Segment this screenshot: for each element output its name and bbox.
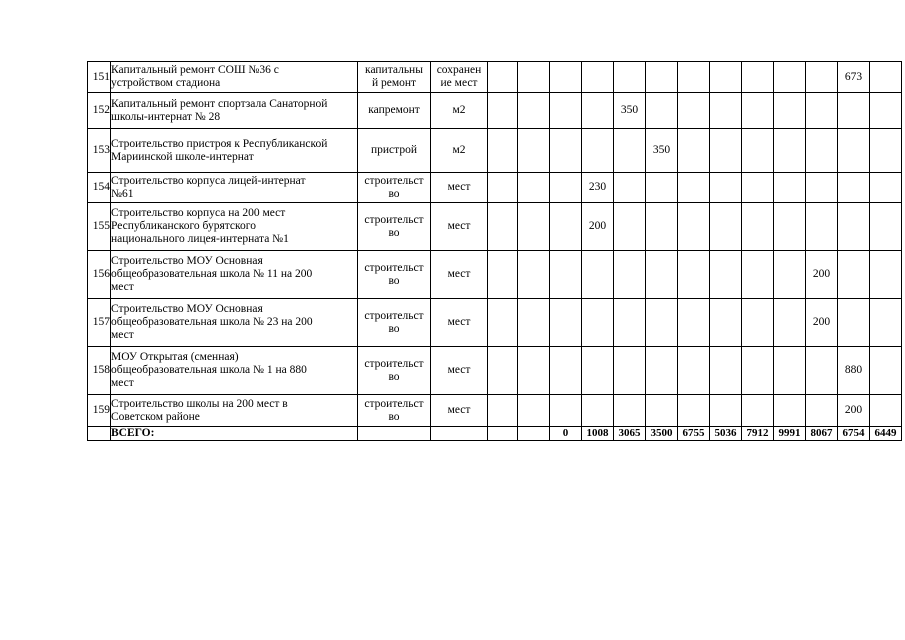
work-type-line: строительст xyxy=(364,213,424,226)
value-cell xyxy=(678,62,710,93)
object-name-line: мест xyxy=(111,281,134,293)
object-name-line: Строительство корпуса на 200 мест xyxy=(111,207,286,219)
total-value: 6754 xyxy=(838,427,870,441)
value-cell xyxy=(742,299,774,347)
unit-of-measure xyxy=(431,299,488,347)
value-cell xyxy=(518,93,550,129)
value-cell xyxy=(742,62,774,93)
unit-of-measure xyxy=(431,203,488,251)
value-cell xyxy=(870,251,902,299)
unit-of-measure xyxy=(431,173,488,203)
value-cell xyxy=(678,173,710,203)
total-value: 9991 xyxy=(774,427,806,441)
object-name-line: Капитальный ремонт СОШ №36 с xyxy=(111,64,279,76)
unit-of-measure xyxy=(431,395,488,427)
value-cell xyxy=(646,251,678,299)
object-name-line: Капитальный ремонт спортзала Санаторной xyxy=(111,97,328,110)
work-type-line: во xyxy=(388,370,400,383)
unit-of-measure-line: мест xyxy=(447,316,471,328)
object-name-line: Строительство пристроя к Республиканской xyxy=(111,137,328,150)
value-cell xyxy=(614,129,646,173)
object-name-line: Республиканского бурятского xyxy=(111,220,256,232)
total-value: 7912 xyxy=(742,427,774,441)
value-cell xyxy=(550,347,582,395)
value-cell xyxy=(870,62,902,93)
unit-of-measure-line: мест xyxy=(447,220,471,232)
value-cell xyxy=(550,203,582,251)
object-name xyxy=(111,62,358,93)
value-cell xyxy=(742,347,774,395)
row-number: 155 xyxy=(88,203,111,251)
value-cell xyxy=(774,395,806,427)
table-row xyxy=(88,129,902,173)
value-cell xyxy=(774,93,806,129)
object-name-line: Мариинской школе-интернат xyxy=(111,150,254,163)
value-cell: 200 xyxy=(806,299,838,347)
object-name xyxy=(111,129,358,173)
value-cell xyxy=(742,173,774,203)
object-name-line: общеобразовательная школа № 1 на 880 xyxy=(111,364,307,376)
value-cell xyxy=(742,93,774,129)
value-cell xyxy=(870,203,902,251)
object-name-line: Строительство МОУ Основная xyxy=(111,303,263,315)
value-cell xyxy=(870,395,902,427)
value-cell xyxy=(518,347,550,395)
work-type xyxy=(358,93,431,129)
value-cell xyxy=(550,62,582,93)
total-value: 5036 xyxy=(710,427,742,441)
work-type-line: й ремонт xyxy=(371,77,417,89)
object-name-line: устройством стадиона xyxy=(111,77,221,89)
object-name xyxy=(111,395,358,427)
unit-of-measure-line: м2 xyxy=(452,104,466,116)
value-cell xyxy=(678,395,710,427)
object-name xyxy=(111,93,358,129)
value-cell xyxy=(678,299,710,347)
value-cell xyxy=(518,395,550,427)
value-cell xyxy=(646,347,678,395)
total-value: 1008 xyxy=(582,427,614,441)
object-name-line: Строительство корпуса лицей-интернат xyxy=(111,174,306,187)
value-cell xyxy=(614,251,646,299)
unit-of-measure-line: мест xyxy=(447,181,471,193)
unit-of-measure xyxy=(431,129,488,173)
value-cell xyxy=(550,173,582,203)
unit-of-measure-line: мест xyxy=(447,268,471,280)
value-cell xyxy=(806,129,838,173)
value-cell xyxy=(870,93,902,129)
unit-of-measure xyxy=(431,62,488,93)
object-name-line: Советском районе xyxy=(111,410,200,423)
value-cell xyxy=(710,93,742,129)
investment-table xyxy=(87,61,902,441)
row-number: 156 xyxy=(88,251,111,299)
value-cell xyxy=(614,299,646,347)
row-number: 157 xyxy=(88,299,111,347)
value-cell xyxy=(646,395,678,427)
value-cell xyxy=(838,173,870,203)
value-cell: 200 xyxy=(838,395,870,427)
table-row xyxy=(88,299,902,347)
value-cell: 200 xyxy=(582,203,614,251)
value-cell xyxy=(774,347,806,395)
object-name xyxy=(111,299,358,347)
work-type-line: капитальны xyxy=(365,64,423,76)
work-type-line: пристрой xyxy=(371,144,417,156)
value-cell xyxy=(582,347,614,395)
object-name-line: общеобразовательная школа № 11 на 200 xyxy=(111,268,313,280)
work-type xyxy=(358,395,431,427)
work-type xyxy=(358,62,431,93)
value-cell xyxy=(550,299,582,347)
value-cell xyxy=(774,299,806,347)
value-cell xyxy=(518,299,550,347)
object-name-line: национального лицея-интерната №1 xyxy=(111,233,289,245)
unit-of-measure-line: мест xyxy=(447,364,471,376)
value-cell xyxy=(838,299,870,347)
unit-of-measure xyxy=(431,93,488,129)
value-cell xyxy=(488,395,518,427)
document-sheet xyxy=(87,61,902,441)
value-cell xyxy=(774,173,806,203)
table-row xyxy=(88,203,902,251)
value-cell xyxy=(582,395,614,427)
value-cell xyxy=(582,299,614,347)
object-name-line: мест xyxy=(111,377,134,389)
unit-of-measure-line: м2 xyxy=(452,144,466,156)
work-type xyxy=(358,251,431,299)
value-cell xyxy=(488,251,518,299)
object-name-line: Строительство школы на 200 мест в xyxy=(111,397,288,410)
value-cell xyxy=(742,395,774,427)
value-cell xyxy=(488,173,518,203)
work-type-line: строительст xyxy=(364,174,424,187)
object-name xyxy=(111,251,358,299)
value-cell xyxy=(678,203,710,251)
value-cell xyxy=(582,93,614,129)
value-cell xyxy=(678,129,710,173)
value-cell xyxy=(870,299,902,347)
row-number: 152 xyxy=(88,93,111,129)
value-cell xyxy=(614,395,646,427)
object-name-line: №61 xyxy=(111,187,134,200)
object-name xyxy=(111,203,358,251)
object-name-line: общеобразовательная школа № 23 на 200 xyxy=(111,316,313,328)
value-cell xyxy=(870,129,902,173)
table-row xyxy=(88,62,902,93)
table-row xyxy=(88,251,902,299)
value-cell xyxy=(678,251,710,299)
value-cell xyxy=(838,129,870,173)
value-cell xyxy=(518,129,550,173)
value-cell xyxy=(742,129,774,173)
value-cell xyxy=(518,251,550,299)
value-cell xyxy=(646,62,678,93)
work-type-line: во xyxy=(388,410,400,423)
work-type-line: во xyxy=(388,226,400,239)
value-cell xyxy=(678,93,710,129)
value-cell xyxy=(838,93,870,129)
total-value: 0 xyxy=(550,427,582,441)
value-cell xyxy=(774,203,806,251)
value-cell: 230 xyxy=(582,173,614,203)
value-cell xyxy=(710,395,742,427)
total-value: 6755 xyxy=(678,427,710,441)
total-value xyxy=(518,427,550,441)
table-row xyxy=(88,347,902,395)
empty-cell xyxy=(88,427,111,441)
value-cell xyxy=(870,347,902,395)
value-cell xyxy=(678,347,710,395)
object-name-line: школы-интернат № 28 xyxy=(111,110,221,123)
value-cell xyxy=(488,299,518,347)
work-type-line: во xyxy=(388,187,400,200)
value-cell xyxy=(550,395,582,427)
unit-of-measure-line: мест xyxy=(447,404,471,416)
work-type xyxy=(358,129,431,173)
unit-of-measure xyxy=(431,251,488,299)
work-type-line: во xyxy=(388,322,400,335)
value-cell xyxy=(806,347,838,395)
total-value: 8067 xyxy=(806,427,838,441)
unit-of-measure xyxy=(431,347,488,395)
object-name-line: Строительство МОУ Основная xyxy=(111,255,263,267)
value-cell xyxy=(518,62,550,93)
table-row xyxy=(88,173,902,203)
value-cell xyxy=(742,251,774,299)
work-type xyxy=(358,347,431,395)
value-cell xyxy=(518,203,550,251)
value-cell xyxy=(614,173,646,203)
total-label: ВСЕГО: xyxy=(111,427,358,441)
row-number: 154 xyxy=(88,173,111,203)
row-number: 151 xyxy=(88,62,111,93)
object-name-line: МОУ Открытая (сменная) xyxy=(111,351,239,363)
object-name xyxy=(111,347,358,395)
value-cell xyxy=(710,203,742,251)
value-cell xyxy=(806,93,838,129)
value-cell xyxy=(806,62,838,93)
value-cell xyxy=(614,203,646,251)
value-cell xyxy=(806,395,838,427)
table-row xyxy=(88,395,902,427)
value-cell: 880 xyxy=(838,347,870,395)
value-cell xyxy=(488,129,518,173)
value-cell xyxy=(774,129,806,173)
total-row xyxy=(88,427,902,441)
value-cell xyxy=(646,203,678,251)
value-cell: 350 xyxy=(614,93,646,129)
work-type-line: строительст xyxy=(364,357,424,370)
value-cell xyxy=(710,62,742,93)
value-cell xyxy=(488,347,518,395)
value-cell xyxy=(870,173,902,203)
value-cell: 350 xyxy=(646,129,678,173)
table-row xyxy=(88,93,902,129)
value-cell xyxy=(710,299,742,347)
value-cell xyxy=(646,173,678,203)
total-value: 3500 xyxy=(646,427,678,441)
work-type-line: капремонт xyxy=(368,104,420,116)
value-cell xyxy=(806,203,838,251)
value-cell xyxy=(774,251,806,299)
value-cell xyxy=(582,62,614,93)
value-cell xyxy=(518,173,550,203)
value-cell xyxy=(488,93,518,129)
value-cell xyxy=(774,62,806,93)
value-cell xyxy=(838,251,870,299)
empty-cell xyxy=(358,427,431,441)
value-cell xyxy=(806,173,838,203)
value-cell xyxy=(488,62,518,93)
value-cell xyxy=(582,129,614,173)
value-cell xyxy=(710,173,742,203)
empty-cell xyxy=(431,427,488,441)
value-cell xyxy=(646,93,678,129)
total-value xyxy=(488,427,518,441)
work-type-line: во xyxy=(388,274,400,287)
row-number: 159 xyxy=(88,395,111,427)
work-type xyxy=(358,173,431,203)
value-cell xyxy=(550,129,582,173)
work-type-line: строительст xyxy=(364,261,424,274)
work-type-line: строительст xyxy=(364,397,424,410)
work-type-line: строительст xyxy=(364,309,424,322)
row-number: 153 xyxy=(88,129,111,173)
value-cell: 200 xyxy=(806,251,838,299)
total-value: 6449 xyxy=(870,427,902,441)
value-cell xyxy=(710,129,742,173)
unit-of-measure-line: сохранен xyxy=(436,64,482,76)
value-cell xyxy=(710,251,742,299)
value-cell xyxy=(710,347,742,395)
value-cell xyxy=(838,203,870,251)
value-cell xyxy=(550,251,582,299)
work-type xyxy=(358,203,431,251)
unit-of-measure-line: ие мест xyxy=(440,77,478,89)
value-cell xyxy=(488,203,518,251)
total-value: 3065 xyxy=(614,427,646,441)
work-type xyxy=(358,299,431,347)
value-cell xyxy=(646,299,678,347)
row-number: 158 xyxy=(88,347,111,395)
object-name xyxy=(111,173,358,203)
value-cell xyxy=(582,251,614,299)
value-cell xyxy=(614,62,646,93)
object-name-line: мест xyxy=(111,329,134,341)
value-cell xyxy=(550,93,582,129)
value-cell xyxy=(742,203,774,251)
value-cell xyxy=(614,347,646,395)
value-cell: 673 xyxy=(838,62,870,93)
